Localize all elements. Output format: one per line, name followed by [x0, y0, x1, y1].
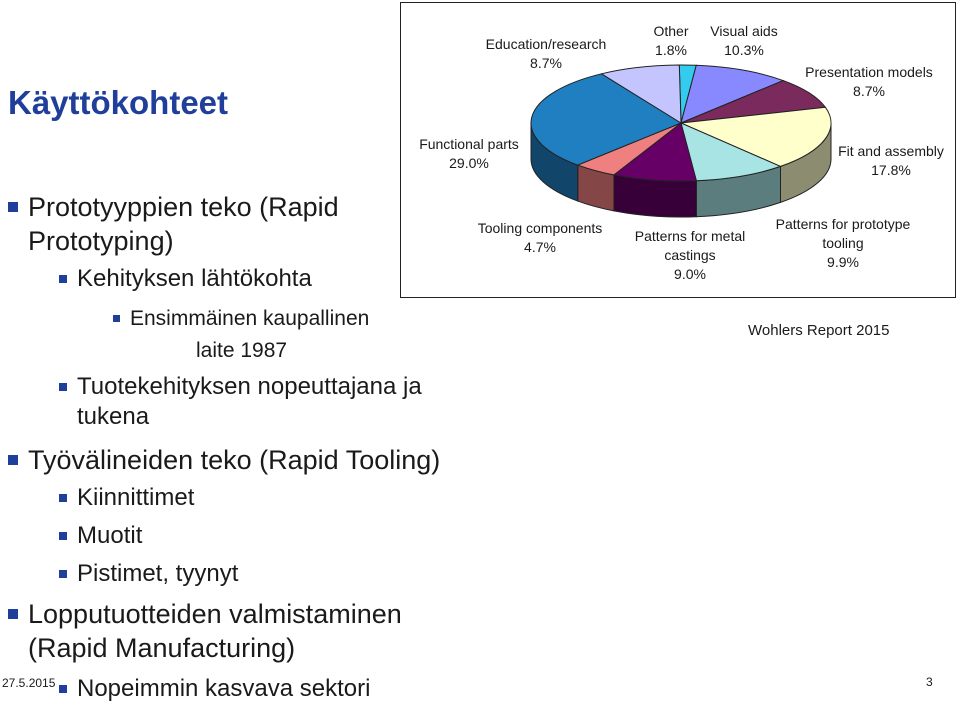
bullet-rapid-tooling: Työvälineiden teko (Rapid Tooling) [28, 443, 440, 477]
bullet-nopeimmin-kasvava: Nopeimmin kasvava sektori [77, 674, 370, 704]
bullet-pistimet: Pistimet, tyynyt [77, 559, 238, 589]
pie-label-patterns-for-metal-castings: Patterns for metal castings 9.0% [634, 228, 746, 282]
pie-label-functional-parts: Functional parts 29.0% [419, 136, 519, 171]
bullet-marker-icon [59, 570, 67, 578]
pie-chart-frame [400, 2, 956, 298]
pie-label-visual-aids: Visual aids 10.3% [710, 23, 778, 58]
bullet-marker-icon [59, 685, 67, 693]
pie-label-other: Other 1.8% [653, 23, 689, 58]
pie-label-fit-and-assembly: Fit and assembly 17.8% [838, 143, 944, 178]
pie-label-tooling-components: Tooling components 4.7% [477, 220, 603, 255]
bullet-marker-icon [113, 315, 120, 322]
footer-date: 27.5.2015 [2, 676, 56, 690]
bullet-tuotekehitys: Tuotekehityksen nopeuttajana ja tukena [77, 372, 422, 432]
bullet-marker-icon [59, 275, 67, 283]
slide-title: Käyttökohteet [8, 84, 229, 121]
bullet-marker-icon [59, 532, 67, 540]
source-caption: Wohlers Report 2015 [748, 322, 890, 339]
bullet-marker-icon [8, 609, 18, 619]
bullet-rapid-prototyping: Prototyyppien teko (Rapid Prototyping) [28, 190, 339, 258]
pie-chart [401, 3, 957, 299]
bullet-muotit: Muotit [77, 521, 142, 551]
bullet-marker-icon [59, 383, 67, 391]
page-number: 3 [926, 675, 933, 689]
bullet-kehityksen-lahtokohta: Kehityksen lähtökohta [77, 264, 312, 294]
pie-label-patterns-for-prototype-tooling: Patterns for prototype tooling 9.9% [775, 216, 911, 270]
bullet-ensimmainen-laite: Ensimmäinen kaupallinen laite 1987 [130, 305, 369, 364]
pie-label-education-research: Education/research 8.7% [485, 36, 607, 71]
bullet-marker-icon [8, 202, 18, 212]
bullet-kiinnittimet: Kiinnittimet [77, 483, 194, 513]
pie-label-presentation-models: Presentation models 8.7% [805, 64, 933, 99]
bullet-marker-icon [59, 494, 67, 502]
bullet-marker-icon [8, 455, 18, 465]
bullet-rapid-manufacturing: Lopputuotteiden valmistaminen (Rapid Manufacturing) [28, 597, 402, 665]
